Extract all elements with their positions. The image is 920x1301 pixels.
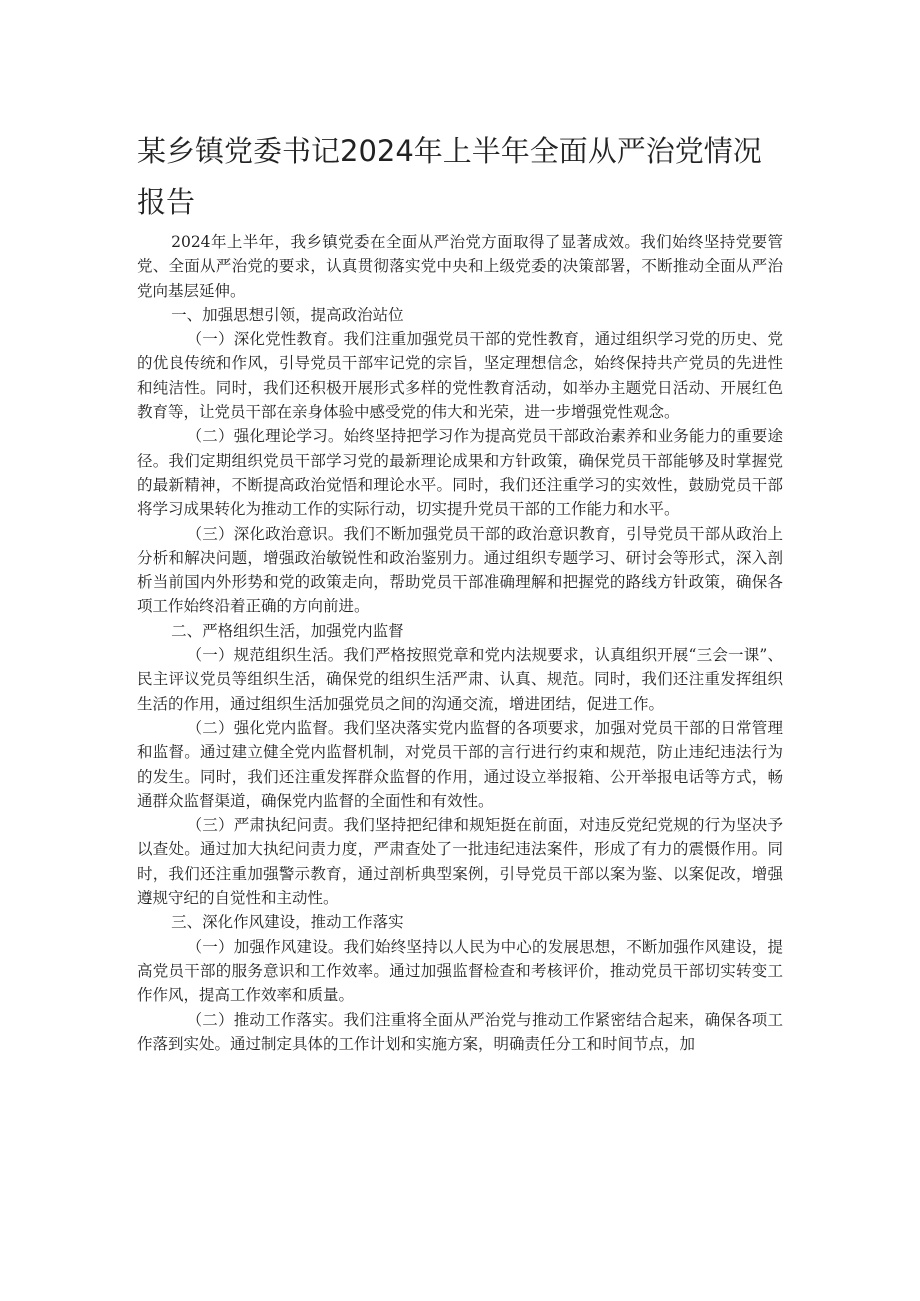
section-heading-3: 三、深化作风建设，推动工作落实 xyxy=(171,913,404,932)
body-paragraph: （一）规范组织生活。我们严格按照党章和党内法规要求，认真组织开展“三会一课”、民主评议党员等组织生活，确保党的组织生活严肃、认真、规范。同时，我们还注重发挥组织生活的作用，通过组织生活加强党员之间的沟通交流，增进团结，促进工作。 xyxy=(137,646,783,713)
body-paragraph: （三）深化政治意识。我们不断加强党员干部的政治意识教育，引导党员干部从政治上分析和解决问题，增强政治敏锐性和政治鉴别力。通过组织专题学习、研讨会等形式，深入剖析当前国内外形势和党的政策走向，帮助党员干部准确理解和把握党的路线方针政策，确保各项工作始终沿着正确的方向前进。 xyxy=(137,524,783,616)
section-heading-2: 二、严格组织生活，加强党内监督 xyxy=(171,621,404,640)
document-body xyxy=(137,230,783,1056)
body-paragraph: （二）推动工作落实。我们注重将全面从严治党与推动工作紧密结合起来，确保各项工作落到实处。通过制定具体的工作计划和实施方案，明确责任分工和时间节点，加 xyxy=(137,1010,783,1053)
section-heading-1: 一、加强思想引领，提高政治站位 xyxy=(171,305,404,324)
body-paragraph: （三）严肃执纪问责。我们坚持把纪律和规矩挺在前面，对违反党纪党规的行为坚决予以查处。通过加大执纪问责力度，严肃查处了一批违纪违法案件，形成了有力的震慑作用。同时，我们还注重加强警示教育，通过剖析典型案例，引导党员干部以案为鉴、以案促改，增强遵规守纪的自觉性和主动性。 xyxy=(137,816,783,908)
body-paragraph: （一）深化党性教育。我们注重加强党员干部的党性教育，通过组织学习党的历史、党的优良传统和作风，引导党员干部牢记党的宗旨，坚定理想信念，始终保持共产党员的先进性和纯洁性。同时，我们还积极开展形式多样的党性教育活动，如举办主题党日活动、开展红色教育等，让党员干部在亲身体验中感受党的伟大和光荣，进一步增强党性观念。 xyxy=(137,330,783,422)
body-paragraph: （二）强化理论学习。始终坚持把学习作为提高党员干部政治素养和业务能力的重要途径。我们定期组织党员干部学习党的最新理论成果和方针政策，确保党员干部能够及时掌握党的最新精神，不断提高政治觉悟和理论水平。同时，我们还注重学习的实效性，鼓励党员干部将学习成果转化为推动工作的实际行动，切实提升党员干部的工作能力和水平。 xyxy=(137,427,783,519)
document-title: 某乡镇党委书记2024年上半年全面从严治党情况报告 xyxy=(137,134,762,219)
body-paragraph: （一）加强作风建设。我们始终坚持以人民为中心的发展思想，不断加强作风建设，提高党员干部的服务意识和工作效率。通过加强监督检查和考核评价，推动党员干部切实转变工作作风，提高工作效率和质量。 xyxy=(137,937,783,1005)
intro-paragraph: 2024年上半年，我乡镇党委在全面从严治党方面取得了显著成效。我们始终坚持党要管党、全面从严治党的要求，认真贯彻落实党中央和上级党委的决策部署，不断推动全面从严治党向基层延伸。 xyxy=(137,233,783,300)
body-paragraph: （二）强化党内监督。我们坚决落实党内监督的各项要求，加强对党员干部的日常管理和监督。通过建立健全党内监督机制，对党员干部的言行进行约束和规范，防止违纪违法行为的发生。同时，我们还注重发挥群众监督的作用，通过设立举报箱、公开举报电话等方式，畅通群众监督渠道，确保党内监督的全面性和有效性。 xyxy=(137,718,783,810)
